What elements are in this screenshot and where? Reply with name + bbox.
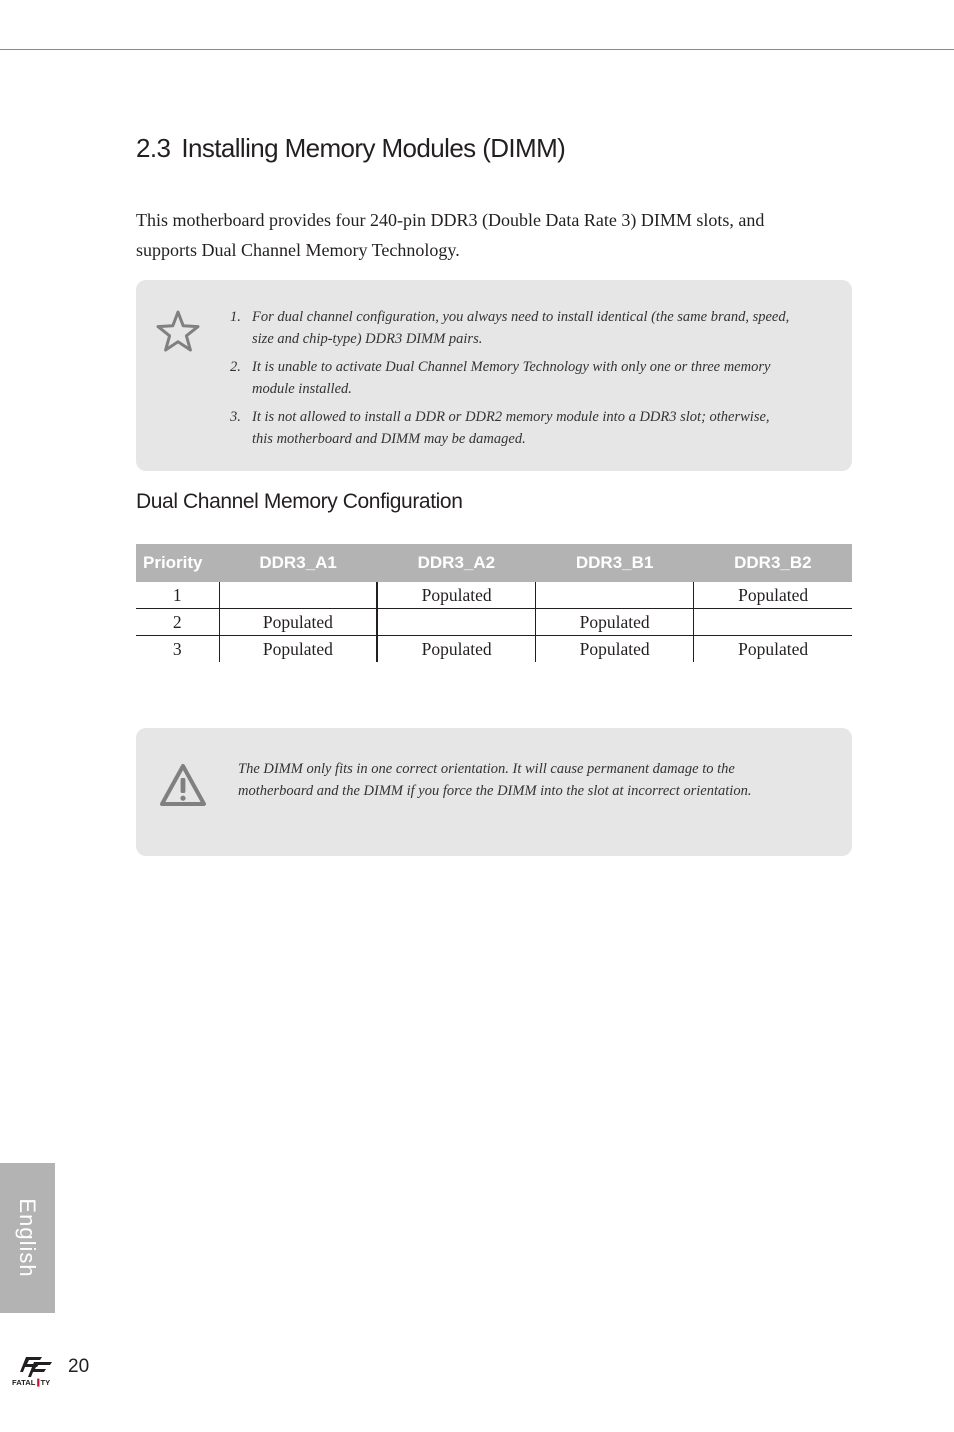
header-rule	[0, 49, 954, 50]
column-header: DDR3_A2	[377, 544, 535, 582]
column-header: DDR3_B2	[694, 544, 852, 582]
svg-text:FATAL: FATAL	[12, 1378, 36, 1387]
note-text: It is not allowed to install a DDR or DDR2 memory module into a DDR3 slot; otherwise, this motherboard and DIMM may be damaged.	[252, 409, 770, 447]
table-cell: Populated	[694, 636, 852, 663]
note-number: 1.	[230, 309, 241, 325]
column-header: DDR3_A1	[219, 544, 377, 582]
note-item	[230, 407, 790, 450]
table-cell: Populated	[694, 582, 852, 609]
note-box	[136, 280, 852, 471]
column-header: DDR3_B1	[536, 544, 694, 582]
table-cell	[536, 582, 694, 609]
table-cell	[694, 609, 852, 636]
table-cell: 3	[172, 638, 182, 659]
column-header: Priority	[136, 544, 219, 582]
table-header-row	[136, 544, 852, 582]
star-icon	[154, 308, 202, 354]
note-number: 2.	[230, 359, 241, 375]
table-cell	[219, 582, 377, 609]
table-row	[136, 609, 852, 636]
table-row	[136, 636, 852, 663]
note-text: It is unable to activate Dual Channel Memory Technology with only one or three memory module installed.	[252, 359, 771, 397]
table-cell: 2	[136, 609, 219, 636]
note-item	[230, 357, 790, 400]
notes-list	[230, 307, 790, 457]
dimm-config-table	[136, 544, 852, 662]
table-cell: Populated	[219, 636, 377, 663]
table-cell: Populated	[377, 582, 535, 609]
svg-text:TY: TY	[40, 1378, 51, 1387]
table-cell: Populated	[219, 609, 377, 636]
warning-triangle-icon	[158, 762, 208, 808]
warning-box	[136, 728, 852, 856]
table-cell	[377, 609, 535, 636]
warning-text: The DIMM only fits in one correct orientation. It will cause permanent damage to the motherboard and the DIMM if you force the DIMM into the slot at incorrect orientation.	[238, 761, 752, 799]
page-number: 20	[68, 1356, 90, 1377]
language-tab	[0, 1163, 55, 1313]
note-item	[230, 307, 790, 350]
subsection-title: Dual Channel Memory Configuration	[136, 490, 463, 513]
fatal1ty-logo	[12, 1354, 62, 1388]
table-row	[136, 582, 852, 609]
table-cell: 1	[136, 582, 219, 609]
note-text: For dual channel configuration, you always need to install identical (the same brand, speed, size and chip-type) DDR3 DIMM pairs.	[252, 309, 790, 347]
table-cell: Populated	[536, 609, 694, 636]
section-title	[136, 133, 565, 164]
section-title-text: Installing Memory Modules (DIMM)	[181, 133, 566, 163]
note-number: 3.	[230, 409, 241, 425]
intro-paragraph: This motherboard provides four 240-pin DDR3 (Double Data Rate 3) DIMM slots, and supports Dual Channel Memory Technology.	[136, 210, 765, 260]
language-tab-label: English	[15, 1198, 40, 1278]
section-number: 2.3	[136, 133, 171, 163]
table-cell: Populated	[377, 636, 535, 663]
table-cell: Populated	[536, 636, 694, 663]
